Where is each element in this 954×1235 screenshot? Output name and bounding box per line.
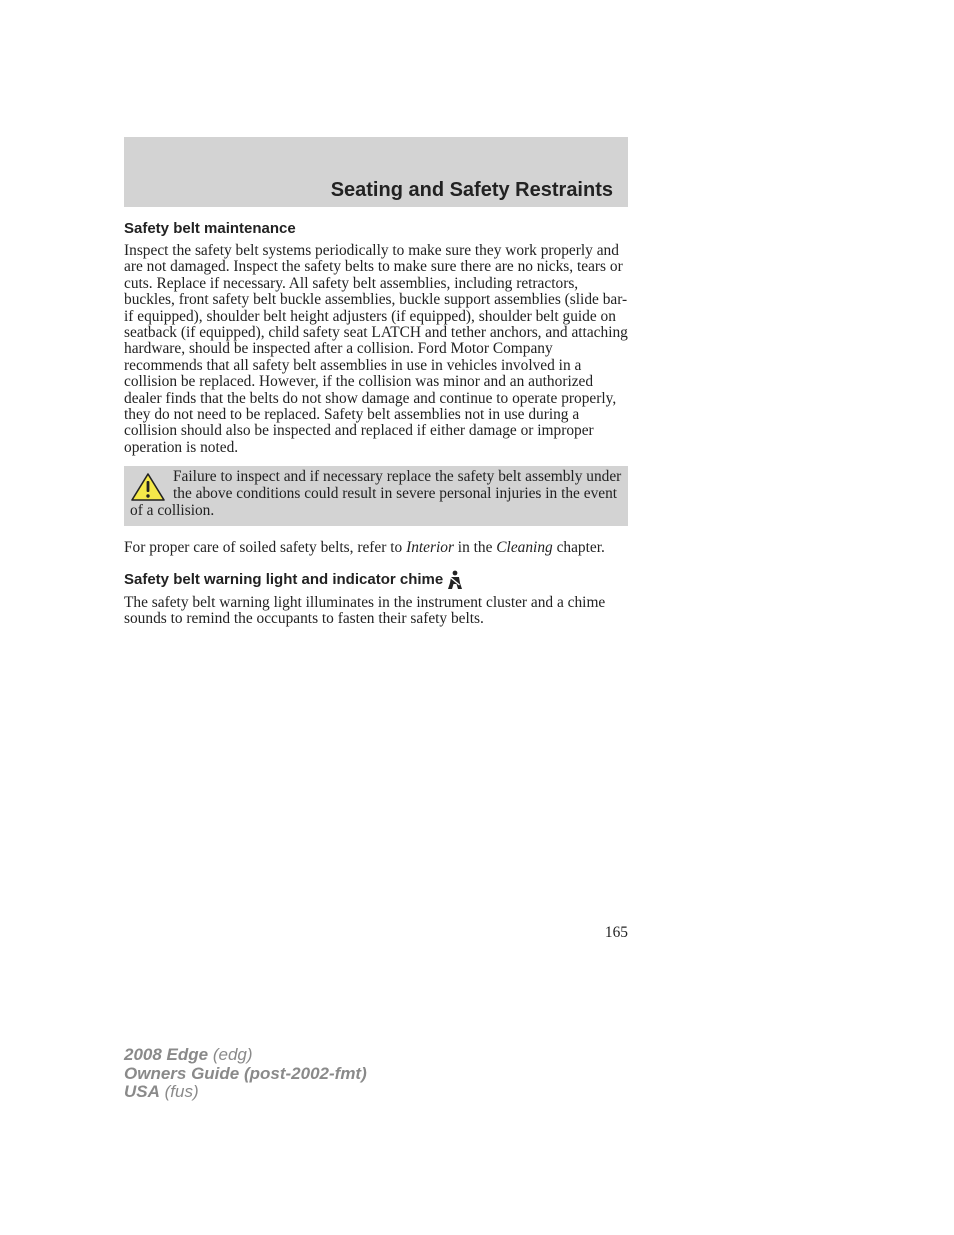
footer-line-model [124,1046,367,1065]
footer-line-market [124,1083,367,1102]
page-number: 165 [604,924,628,941]
care-paragraph [124,540,628,556]
section-header-band [124,137,628,207]
maintenance-body: Inspect the safety belt systems periodically to make sure they work properly and are not damaged. Inspect the safety belts to make sure there are no nicks, tears or cuts. Replace if necessary. All safety belt assemblies, including retractors, buckles, front safety belt buckle assemblies, buckle support assemblies (slide bar-if equipped), shoulder belt height adjusters (if equipped), shoulder belt guide on seatback (if equipped), child safety seat LATCH and tether anchors, and attaching hardware, should be inspected after a collision. Ford Motor Company recommends that all safety belt assemblies in use in vehicles involved in a collision be replaced. However, if the collision was minor and an authorized dealer finds that the belts do not show damage and continue to operate properly, they do not need to be replaced. Safety belt assemblies not in use during a collision should also be inspected and replaced if either damage or improper operation is noted. [124,242,628,456]
care-interior-reference: Interior [406,539,454,557]
footer-market: USA [124,1082,160,1101]
seatbelt-occupant-icon [446,570,464,590]
document-footer [124,1046,367,1102]
footer-line-guide [124,1065,367,1084]
care-text-after: chapter. [552,539,605,557]
warning-triangle-icon [130,472,166,502]
footer-model-code: (edg) [208,1045,253,1064]
care-text-before: For proper care of soiled safety belts, refer to [124,539,407,557]
care-cleaning-reference: Cleaning [496,539,553,557]
warning-light-heading-row [124,570,628,590]
footer-market-code: (fus) [159,1082,199,1101]
warning-text: Failure to inspect and if necessary replace the safety belt assembly under the above conditions could result in severe personal injuries in the event of a collision. [130,468,622,519]
page-content [124,219,628,628]
footer-guide: Owners Guide (post-2002-fmt) [124,1063,367,1083]
footer-model: 2008 Edge [124,1045,209,1064]
warning-box [124,466,628,526]
warning-light-body: The safety belt warning light illuminates in the instrument cluster and a chime sounds to remind the occupants to fasten their safety belts. [124,593,606,628]
care-text-middle: in the [453,539,497,557]
maintenance-heading: Safety belt maintenance [124,220,296,237]
section-title: Seating and Safety Restraints [330,179,613,201]
warning-light-heading: Safety belt warning light and indicator chime [124,570,444,588]
